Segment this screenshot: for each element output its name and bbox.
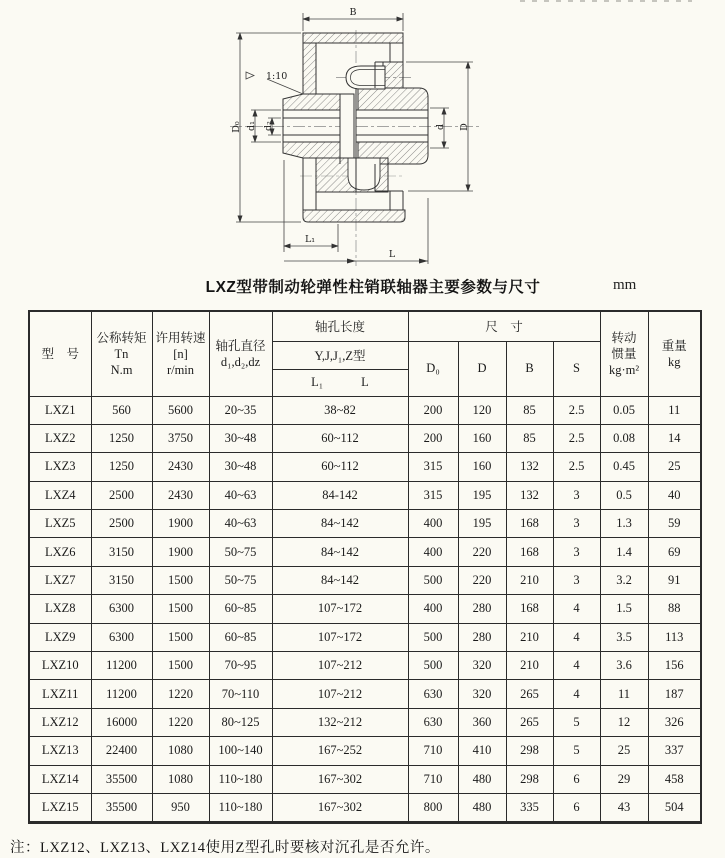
value-cell: 11 (648, 396, 701, 424)
value-cell: 12 (600, 708, 648, 736)
value-cell: 132~212 (272, 708, 408, 736)
model-cell: LXZ2 (29, 424, 91, 452)
value-cell: 60~85 (209, 623, 272, 651)
value-cell: 167~252 (272, 737, 408, 765)
value-cell: 220 (458, 538, 506, 566)
table-row (29, 481, 701, 509)
value-cell: 210 (506, 652, 553, 680)
table-row (29, 424, 701, 452)
table-row (29, 453, 701, 481)
value-cell: 1500 (152, 652, 209, 680)
table-body (29, 396, 701, 823)
value-cell: 22400 (91, 737, 152, 765)
value-cell: 70~95 (209, 652, 272, 680)
table-row (29, 623, 701, 651)
value-cell: 2.5 (553, 424, 600, 452)
model-cell: LXZ5 (29, 510, 91, 538)
value-cell: 50~75 (209, 566, 272, 594)
table-row (29, 680, 701, 708)
header-inertia: 转动 惯量 kg·m² (600, 311, 648, 396)
value-cell: 500 (408, 566, 458, 594)
value-cell: 950 (152, 793, 209, 822)
value-cell: 195 (458, 481, 506, 509)
value-cell: 16000 (91, 708, 152, 736)
value-cell: 30~48 (209, 453, 272, 481)
value-cell: 85 (506, 424, 553, 452)
model-cell: LXZ13 (29, 737, 91, 765)
value-cell: 2.5 (553, 396, 600, 424)
model-cell: LXZ1 (29, 396, 91, 424)
header-torque: 公称转矩Tn N.m (91, 311, 152, 396)
model-cell: LXZ15 (29, 793, 91, 822)
value-cell: 5 (553, 708, 600, 736)
value-cell: 1.4 (600, 538, 648, 566)
parameter-table (28, 310, 702, 824)
dim-label-L1: L₁ (304, 234, 316, 245)
value-cell: 1250 (91, 453, 152, 481)
value-cell: 84~142 (272, 538, 408, 566)
pin-spacer (340, 94, 354, 158)
dim-label-D0: D₀ (231, 121, 242, 133)
value-cell: 1220 (152, 680, 209, 708)
value-cell: 80~125 (209, 708, 272, 736)
value-cell: 11200 (91, 680, 152, 708)
value-cell: 5600 (152, 396, 209, 424)
value-cell: 40~63 (209, 481, 272, 509)
value-cell: 4 (553, 595, 600, 623)
header-bore-diameter: 轴孔直径 d₁,d₂,dz (209, 311, 272, 396)
value-cell: 1250 (91, 424, 152, 452)
value-cell: 40~63 (209, 510, 272, 538)
value-cell: 1900 (152, 510, 209, 538)
value-cell: 1080 (152, 765, 209, 793)
model-cell: LXZ12 (29, 708, 91, 736)
value-cell: 1220 (152, 708, 209, 736)
table-row (29, 595, 701, 623)
value-cell: 187 (648, 680, 701, 708)
table-row (29, 765, 701, 793)
model-cell: LXZ11 (29, 680, 91, 708)
value-cell: 200 (408, 396, 458, 424)
value-cell: 3 (553, 566, 600, 594)
value-cell: 30~48 (209, 424, 272, 452)
value-cell: 168 (506, 538, 553, 566)
value-cell: 6300 (91, 595, 152, 623)
model-cell: LXZ7 (29, 566, 91, 594)
value-cell: 167~302 (272, 793, 408, 822)
model-cell: LXZ6 (29, 538, 91, 566)
value-cell: 360 (458, 708, 506, 736)
value-cell: 14 (648, 424, 701, 452)
value-cell: 110~180 (209, 793, 272, 822)
value-cell: 132 (506, 481, 553, 509)
taper-symbol (246, 72, 254, 79)
header-size: 尺 寸 (408, 311, 600, 341)
value-cell: 500 (408, 652, 458, 680)
value-cell: 85 (506, 396, 553, 424)
value-cell: 60~112 (272, 453, 408, 481)
value-cell: 88 (648, 595, 701, 623)
value-cell: 40 (648, 481, 701, 509)
value-cell: 280 (458, 595, 506, 623)
value-cell: 160 (458, 424, 506, 452)
value-cell: 210 (506, 566, 553, 594)
value-cell: 35500 (91, 793, 152, 822)
value-cell: 0.05 (600, 396, 648, 424)
model-cell: LXZ9 (29, 623, 91, 651)
header-bore-length-types: Y,J,J₁,Z型 (272, 341, 408, 369)
value-cell: 504 (648, 793, 701, 822)
unit-label: mm (613, 277, 637, 293)
value-cell: 25 (648, 453, 701, 481)
value-cell: 84~142 (272, 566, 408, 594)
table-row (29, 708, 701, 736)
value-cell: 4 (553, 623, 600, 651)
value-cell: 84~142 (272, 510, 408, 538)
value-cell: 2500 (91, 481, 152, 509)
value-cell: 220 (458, 566, 506, 594)
value-cell: 458 (648, 765, 701, 793)
dim-label-D: D (459, 123, 470, 131)
value-cell: 335 (506, 793, 553, 822)
value-cell: 107~212 (272, 652, 408, 680)
value-cell: 11 (600, 680, 648, 708)
header-col-B: B (506, 341, 553, 396)
header-col-D0: D₀ (408, 341, 458, 396)
value-cell: 35500 (91, 765, 152, 793)
dim-label-d: d (435, 123, 446, 131)
value-cell: 60~112 (272, 424, 408, 452)
model-cell: LXZ14 (29, 765, 91, 793)
value-cell: 320 (458, 680, 506, 708)
value-cell: 100~140 (209, 737, 272, 765)
value-cell: 6300 (91, 623, 152, 651)
value-cell: 265 (506, 680, 553, 708)
value-cell: 69 (648, 538, 701, 566)
value-cell: 20~35 (209, 396, 272, 424)
value-cell: 1900 (152, 538, 209, 566)
coupling-section-drawing (0, 0, 725, 272)
value-cell: 6 (553, 765, 600, 793)
dim-label-d1: d₁ (246, 121, 257, 131)
value-cell: 315 (408, 481, 458, 509)
value-cell: 800 (408, 793, 458, 822)
value-cell: 11200 (91, 652, 152, 680)
value-cell: 2430 (152, 481, 209, 509)
value-cell: 50~75 (209, 538, 272, 566)
value-cell: 710 (408, 765, 458, 793)
table-row (29, 737, 701, 765)
header-col-S: S (553, 341, 600, 396)
value-cell: 710 (408, 737, 458, 765)
value-cell: 200 (408, 424, 458, 452)
value-cell: 320 (458, 652, 506, 680)
value-cell: 280 (458, 623, 506, 651)
value-cell: 5 (553, 737, 600, 765)
value-cell: 0.08 (600, 424, 648, 452)
value-cell: 3150 (91, 538, 152, 566)
value-cell: 2500 (91, 510, 152, 538)
value-cell: 326 (648, 708, 701, 736)
value-cell: 3150 (91, 566, 152, 594)
page-title: LXZ型带制动轮弹性柱销联轴器主要参数与尺寸 (205, 279, 541, 296)
value-cell: 3 (553, 481, 600, 509)
value-cell: 410 (458, 737, 506, 765)
value-cell: 59 (648, 510, 701, 538)
value-cell: 3 (553, 538, 600, 566)
taper-label: 1:10 (266, 71, 288, 82)
value-cell: 70~110 (209, 680, 272, 708)
value-cell: 107~172 (272, 623, 408, 651)
table-row (29, 793, 701, 822)
value-cell: 25 (600, 737, 648, 765)
value-cell: 3.6 (600, 652, 648, 680)
value-cell: 3.5 (600, 623, 648, 651)
value-cell: 168 (506, 595, 553, 623)
table-row (29, 566, 701, 594)
value-cell: 630 (408, 680, 458, 708)
value-cell: 0.5 (600, 481, 648, 509)
value-cell: 107~212 (272, 680, 408, 708)
value-cell: 480 (458, 793, 506, 822)
value-cell: 29 (600, 765, 648, 793)
value-cell: 0.45 (600, 453, 648, 481)
value-cell: 43 (600, 793, 648, 822)
value-cell: 630 (408, 708, 458, 736)
value-cell: 4 (553, 680, 600, 708)
value-cell: 160 (458, 453, 506, 481)
value-cell: 298 (506, 765, 553, 793)
value-cell: 480 (458, 765, 506, 793)
value-cell: 210 (506, 623, 553, 651)
dim-label-L: L (388, 249, 396, 260)
value-cell: 168 (506, 510, 553, 538)
value-cell: 400 (408, 538, 458, 566)
value-cell: 337 (648, 737, 701, 765)
value-cell: 1500 (152, 566, 209, 594)
value-cell: 120 (458, 396, 506, 424)
value-cell: 110~180 (209, 765, 272, 793)
value-cell: 315 (408, 453, 458, 481)
table-row (29, 652, 701, 680)
model-cell: LXZ8 (29, 595, 91, 623)
value-cell: 113 (648, 623, 701, 651)
value-cell: 1500 (152, 623, 209, 651)
value-cell: 1080 (152, 737, 209, 765)
table-row (29, 396, 701, 424)
header-col-D: D (458, 341, 506, 396)
table-row (29, 510, 701, 538)
value-cell: 84-142 (272, 481, 408, 509)
value-cell: 132 (506, 453, 553, 481)
table-row (29, 538, 701, 566)
value-cell: 167~302 (272, 765, 408, 793)
model-cell: LXZ3 (29, 453, 91, 481)
value-cell: 3 (553, 510, 600, 538)
value-cell: 60~85 (209, 595, 272, 623)
model-cell: LXZ10 (29, 652, 91, 680)
header-model: 型 号 (29, 311, 91, 396)
header-L1-L: L₁ L (272, 369, 408, 396)
dim-label-B: B (349, 7, 357, 18)
header-weight: 重量 kg (648, 311, 701, 396)
value-cell: 400 (408, 510, 458, 538)
header-bore-length: 轴孔长度 (272, 311, 408, 341)
value-cell: 1.5 (600, 595, 648, 623)
value-cell: 156 (648, 652, 701, 680)
dim-label-d2: d₂ (263, 121, 274, 131)
value-cell: 195 (458, 510, 506, 538)
value-cell: 3.2 (600, 566, 648, 594)
footnote: 注：LXZ12、LXZ13、LXZ14使用Z型孔时要核对沉孔是否允许。 (10, 840, 440, 856)
value-cell: 400 (408, 595, 458, 623)
value-cell: 107~172 (272, 595, 408, 623)
header-speed: 许用转速 [n] r/min (152, 311, 209, 396)
value-cell: 2430 (152, 453, 209, 481)
value-cell: 1500 (152, 595, 209, 623)
value-cell: 500 (408, 623, 458, 651)
value-cell: 91 (648, 566, 701, 594)
value-cell: 38~82 (272, 396, 408, 424)
value-cell: 4 (553, 652, 600, 680)
value-cell: 560 (91, 396, 152, 424)
value-cell: 6 (553, 793, 600, 822)
value-cell: 1.3 (600, 510, 648, 538)
value-cell: 298 (506, 737, 553, 765)
model-cell: LXZ4 (29, 481, 91, 509)
value-cell: 3750 (152, 424, 209, 452)
value-cell: 265 (506, 708, 553, 736)
table-header (29, 311, 701, 396)
value-cell: 2.5 (553, 453, 600, 481)
